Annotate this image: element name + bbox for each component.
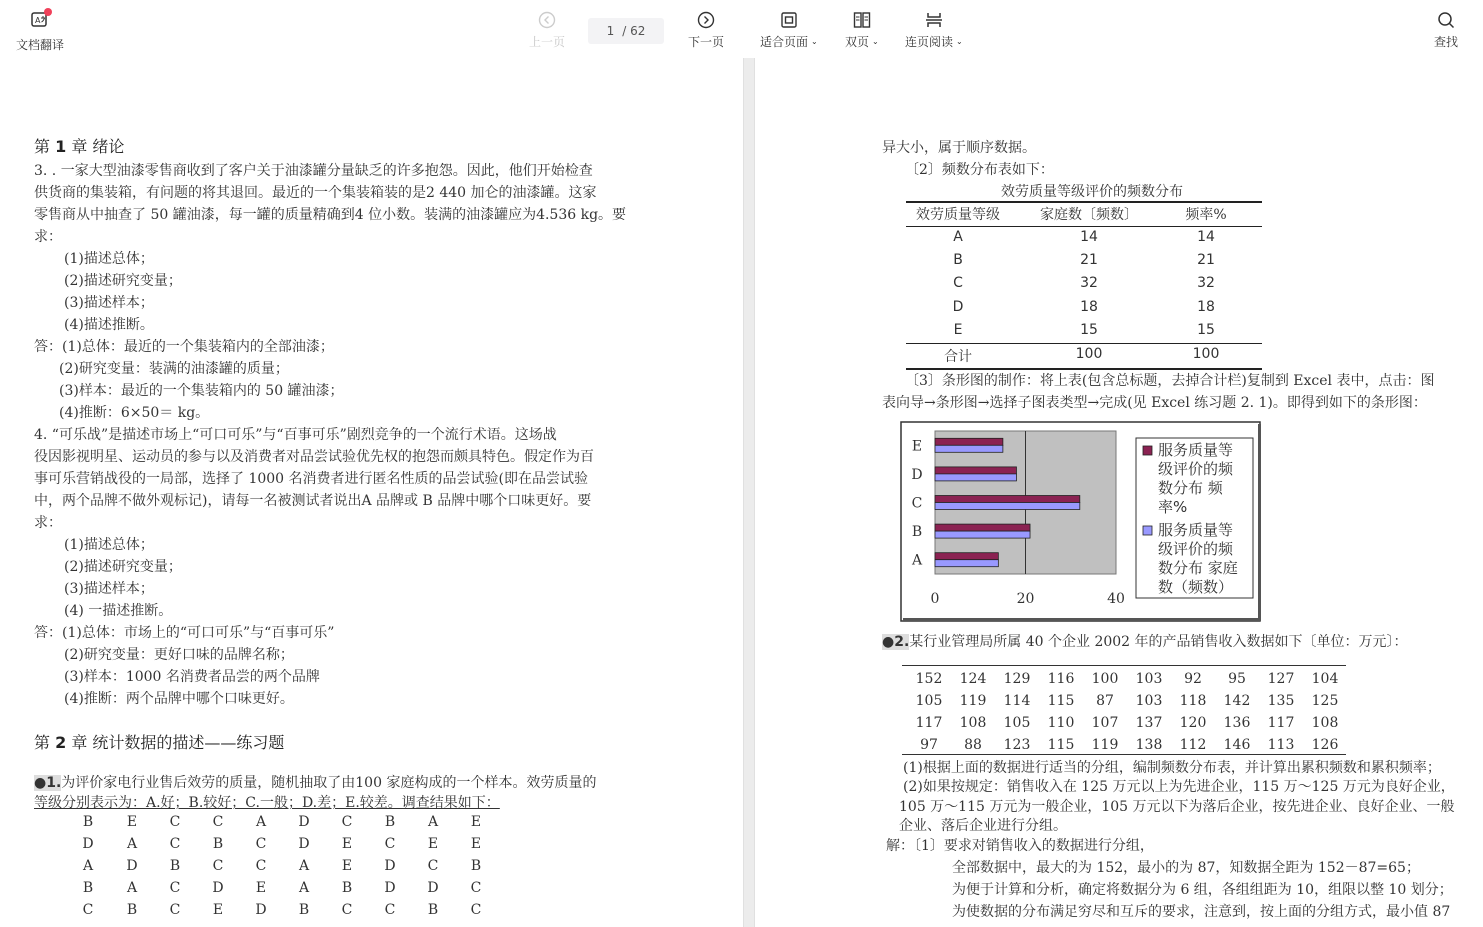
number-cell: 116 bbox=[1047, 671, 1075, 687]
grid-cell: D bbox=[212, 880, 224, 896]
grid-cell: C bbox=[470, 902, 482, 918]
number-cell: 103 bbox=[1135, 693, 1163, 709]
q4-item: (4) 一描述推断。 bbox=[64, 603, 173, 619]
legend-label: 率% bbox=[1158, 498, 1188, 516]
grid-cell: B bbox=[384, 814, 396, 830]
translate-button[interactable]: A 文档翻译 bbox=[16, 10, 64, 53]
a3-line: (2)研究变量：装满的油漆罐的质量； bbox=[59, 361, 289, 377]
q3-line: 零售商从中抽查了 50 罐油漆，每一罐的质量精确到4 位小数。装满的油漆罐应为4.536 kg。要 bbox=[34, 207, 627, 223]
page-left bbox=[0, 58, 743, 927]
number-cell: 103 bbox=[1135, 671, 1163, 687]
grid-cell: C bbox=[384, 836, 396, 852]
number-cell: 129 bbox=[1003, 671, 1031, 687]
grid-cell: D bbox=[384, 880, 396, 896]
legend-label: 数分布 家庭 bbox=[1158, 559, 1238, 577]
grid-cell: B bbox=[298, 902, 310, 918]
svg-text:A: A bbox=[35, 16, 41, 25]
bar bbox=[935, 531, 1030, 538]
a4-line: (3)样本：1000 名消费者品尝的两个品牌 bbox=[64, 669, 320, 685]
q3-item: (2)描述研究变量； bbox=[64, 273, 182, 289]
bar bbox=[935, 524, 1030, 531]
number-cell: 105 bbox=[1003, 715, 1031, 731]
chart-shadow bbox=[1258, 424, 1261, 621]
q3-item: (3)描述样本； bbox=[64, 295, 154, 311]
legend-label: 数分布 频 bbox=[1158, 479, 1223, 497]
category-label: D bbox=[911, 466, 923, 483]
grid-cell: D bbox=[126, 858, 138, 874]
next-page-button[interactable]: 下一页 bbox=[688, 10, 724, 50]
prev-page-button[interactable]: 上一页 bbox=[529, 10, 565, 50]
grid-cell: B bbox=[427, 902, 439, 918]
table-total-row: 合计 100 100 bbox=[944, 346, 1220, 365]
bar-chart bbox=[900, 421, 1262, 623]
grid-cell: E bbox=[341, 836, 353, 852]
numbers-table-bottom-rule bbox=[902, 754, 1346, 755]
continuous-reading-icon bbox=[924, 10, 944, 30]
number-cell: 124 bbox=[959, 671, 987, 687]
number-cell: 88 bbox=[964, 737, 982, 753]
legend-label: 服务质量等 bbox=[1158, 521, 1234, 539]
table-header-row: 效劳质量等级 家庭数〔频数〕 频率% bbox=[916, 207, 1227, 223]
text-line: 表向导→条形图→选择子图表类型→完成(见 Excel 练习题 2. 1)。即得到如下的条形图： bbox=[882, 395, 1427, 411]
bar bbox=[935, 474, 1016, 481]
grid-cell: E bbox=[427, 836, 439, 852]
grid-cell: B bbox=[126, 902, 138, 918]
legend-label: 级评价的频 bbox=[1158, 540, 1234, 558]
grid-cell: A bbox=[255, 814, 267, 830]
number-cell: 123 bbox=[1003, 737, 1031, 753]
number-cell: 115 bbox=[1047, 693, 1075, 709]
grid-cell: C bbox=[82, 902, 94, 918]
bar bbox=[935, 496, 1080, 503]
q4-line: 事可乐营销战役的一局部，选择了 1000 名消费者进行匿名性质的品尝试验(即在品尝试验 bbox=[34, 471, 588, 487]
number-cell: 113 bbox=[1267, 737, 1295, 753]
grid-cell: A bbox=[427, 814, 439, 830]
grid-cell: C bbox=[255, 858, 267, 874]
answer-line: 为使数据的分布满足穷尽和互斥的要求，注意到，按上面的分组方式，最小值 87 bbox=[952, 904, 1451, 920]
number-cell: 137 bbox=[1135, 715, 1163, 731]
q3-line: 求： bbox=[34, 229, 62, 245]
category-label: B bbox=[911, 524, 923, 541]
table-title: 效劳质量等级评价的频数分布 bbox=[1001, 184, 1183, 200]
chevron-down-icon: ⌄ bbox=[956, 37, 963, 46]
grid-cell: A bbox=[126, 880, 138, 896]
chevron-down-icon: ⌄ bbox=[811, 37, 818, 46]
table-row: E 15 15 bbox=[953, 321, 1215, 338]
grid-cell: B bbox=[470, 858, 482, 874]
number-cell: 138 bbox=[1135, 737, 1163, 753]
grid-cell: D bbox=[298, 814, 310, 830]
numbers-table-top-rule bbox=[902, 665, 1346, 666]
number-cell: 117 bbox=[915, 715, 943, 731]
grid-cell: D bbox=[82, 836, 94, 852]
double-page-button[interactable]: 双页 ⌄ bbox=[845, 10, 879, 50]
grid-cell: D bbox=[427, 880, 439, 896]
number-cell: 135 bbox=[1267, 693, 1295, 709]
q4-line: 役因影视明星、运动员的参与以及消费者对品尝试验优先权的抱怨而颇具特色。假定作为百 bbox=[34, 449, 594, 465]
table-row: B 21 21 bbox=[953, 252, 1215, 269]
text-line: 异大小，属于顺序数据。 bbox=[882, 140, 1036, 156]
ex1-line: 等级分别表示为：A.好；B.较好；C.一般；D.差；E.较差。调查结果如下： bbox=[34, 795, 500, 811]
bar bbox=[935, 553, 998, 560]
x-tick-label: 40 bbox=[1107, 591, 1125, 607]
page-current[interactable]: 1 bbox=[606, 24, 615, 38]
a4-line: 答：(1)总体：市场上的“可口可乐”与“百事可乐” bbox=[34, 625, 335, 641]
grid-cell: E bbox=[212, 902, 224, 918]
table-row: A 14 14 bbox=[953, 229, 1215, 245]
grid-cell: C bbox=[341, 814, 353, 830]
number-cell: 125 bbox=[1311, 693, 1339, 709]
q3-line: 供货商的集装箱，有问题的将其退回。最近的一个集装箱装的是2 440 加仑的油漆罐。这家 bbox=[34, 185, 597, 201]
search-button[interactable]: 查找 bbox=[1434, 10, 1458, 50]
number-cell: 97 bbox=[920, 737, 938, 753]
toolbar bbox=[0, 0, 1483, 58]
category-label: A bbox=[911, 552, 923, 569]
x-tick-label: 0 bbox=[930, 591, 940, 607]
number-cell: 104 bbox=[1311, 671, 1339, 687]
chart-shadow bbox=[903, 618, 1260, 621]
number-cell: 95 bbox=[1228, 671, 1246, 687]
q3-line: 3. . 一家大型油漆零售商收到了客户关于油漆罐分量缺乏的许多抱怨。因此，他们开始检查 bbox=[34, 163, 593, 179]
page-indicator[interactable] bbox=[588, 18, 664, 44]
q4-line: 求： bbox=[34, 515, 62, 531]
grid-cell: A bbox=[126, 836, 138, 852]
grid-cell: C bbox=[341, 902, 353, 918]
search-icon bbox=[1436, 10, 1456, 30]
answer-line: 为便于计算和分析，确定将数据分为 6 组，各组组距为 10，组限以整 10 划分； bbox=[952, 882, 1453, 898]
continuous-reading-button[interactable]: 连页阅读 ⌄ bbox=[905, 10, 963, 50]
table-row: C 32 32 bbox=[953, 275, 1215, 292]
notification-dot bbox=[44, 8, 52, 16]
category-label: C bbox=[911, 495, 923, 512]
a3-line: (4)推断：6×50＝ kg。 bbox=[59, 405, 210, 421]
number-cell: 136 bbox=[1223, 715, 1251, 731]
grid-cell: C bbox=[169, 836, 181, 852]
grid-cell: B bbox=[169, 858, 181, 874]
grid-cell: B bbox=[212, 836, 224, 852]
a3-line: 答：(1)总体：最近的一个集装箱内的全部油漆； bbox=[34, 339, 334, 355]
a3-line: (3)样本：最近的一个集装箱内的 50 罐油漆； bbox=[59, 383, 344, 399]
grid-cell: C bbox=[212, 814, 224, 830]
grid-cell: C bbox=[470, 880, 482, 896]
q4-item: (2)描述研究变量； bbox=[64, 559, 182, 575]
grid-cell: C bbox=[212, 858, 224, 874]
grid-cell: A bbox=[298, 880, 310, 896]
q4-line: 中，两个品牌不做外观标记)，请每一名被测试者说出A 品牌或 B 品牌中哪个口味更好。要 bbox=[34, 493, 592, 509]
grid-cell: E bbox=[126, 814, 138, 830]
chevron-left-circle-icon bbox=[537, 10, 557, 30]
number-cell: 118 bbox=[1179, 693, 1207, 709]
number-cell: 108 bbox=[1311, 715, 1339, 731]
number-cell: 126 bbox=[1311, 737, 1339, 753]
grid-cell: C bbox=[169, 902, 181, 918]
grid-cell: D bbox=[384, 858, 396, 874]
grid-cell: B bbox=[82, 814, 94, 830]
q4-item: (3)描述样本； bbox=[64, 581, 154, 597]
number-cell: 115 bbox=[1047, 737, 1075, 753]
table-row: D 18 18 bbox=[952, 298, 1215, 315]
x-tick-label: 20 bbox=[1016, 591, 1035, 607]
text-line: 〔2〕频数分布表如下： bbox=[905, 162, 1054, 178]
q3-item: (4)描述推断。 bbox=[64, 317, 154, 333]
bar bbox=[935, 438, 1003, 445]
fit-page-icon bbox=[779, 10, 799, 30]
number-cell: 114 bbox=[1003, 693, 1031, 709]
number-cell: 119 bbox=[959, 693, 987, 709]
q2-item: 105 万～115 万元为一般企业，105 万元以下为落后企业，按先进企业、良好企业、一般 bbox=[899, 799, 1455, 815]
q2-item: 企业、落后企业进行分组。 bbox=[899, 818, 1067, 834]
a4-line: (4)推断：两个品牌中哪个口味更好。 bbox=[64, 691, 294, 707]
chevron-right-circle-icon bbox=[696, 10, 716, 30]
bar bbox=[935, 467, 1016, 474]
legend-label: 级评价的频 bbox=[1158, 460, 1234, 478]
number-cell: 152 bbox=[915, 671, 943, 687]
answer-line: 解：〔1〕要求对销售收入的数据进行分组， bbox=[886, 838, 1154, 854]
grid-cell: C bbox=[427, 858, 439, 874]
number-cell: 112 bbox=[1179, 737, 1207, 753]
number-cell: 107 bbox=[1091, 715, 1119, 731]
q2-item: (1)根据上面的数据进行适当的分组，编制频数分布表，并计算出累积频数和累积频率； bbox=[903, 760, 1441, 776]
legend-swatch bbox=[1143, 446, 1152, 455]
double-page-icon bbox=[852, 10, 872, 30]
legend-label: 数（频数） bbox=[1158, 578, 1234, 596]
q4-item: (1)描述总体； bbox=[64, 537, 154, 553]
number-cell: 92 bbox=[1184, 671, 1202, 687]
legend-label: 服务质量等 bbox=[1158, 441, 1234, 459]
a4-line: (2)研究变量：更好口味的品牌名称； bbox=[64, 647, 294, 663]
q4-line: 4. “可乐战”是描述市场上“可口可乐”与“百事可乐”剧烈竞争的一个流行术语。这场战 bbox=[34, 427, 557, 443]
number-cell: 108 bbox=[959, 715, 987, 731]
number-cell: 146 bbox=[1223, 737, 1251, 753]
grid-cell: B bbox=[82, 880, 94, 896]
grid-cell: C bbox=[169, 814, 181, 830]
grid-cell: D bbox=[255, 902, 267, 918]
grid-cell: B bbox=[341, 880, 353, 896]
legend-swatch bbox=[1143, 526, 1152, 535]
grid-cell: C bbox=[169, 880, 181, 896]
grid-cell: E bbox=[470, 814, 482, 830]
chevron-down-icon: ⌄ bbox=[872, 37, 879, 46]
number-cell: 142 bbox=[1223, 693, 1251, 709]
page-total: / 62 bbox=[622, 24, 646, 38]
q2-item: (2)如果按规定：销售收入在 125 万元以上为先进企业，115 万～125 万元为良好企业， bbox=[903, 779, 1455, 795]
number-cell: 100 bbox=[1091, 671, 1119, 687]
answer-line: 全部数据中，最大的为 152，最小的为 87，知数据全距为 152－87=65； bbox=[952, 860, 1420, 876]
grid-cell: C bbox=[384, 902, 396, 918]
page-divider bbox=[743, 58, 755, 927]
grid-cell: C bbox=[255, 836, 267, 852]
bar bbox=[935, 445, 1003, 452]
category-label: E bbox=[911, 438, 923, 455]
grid-cell: A bbox=[82, 858, 94, 874]
chapter-2-title: 第 2 章 统计数据的描述——练习题 bbox=[34, 733, 285, 752]
number-cell: 87 bbox=[1096, 693, 1114, 709]
number-cell: 119 bbox=[1091, 737, 1119, 753]
number-cell: 110 bbox=[1047, 715, 1075, 731]
q3-item: (1)描述总体； bbox=[64, 251, 154, 267]
number-cell: 127 bbox=[1267, 671, 1295, 687]
number-cell: 105 bbox=[915, 693, 943, 709]
bar bbox=[935, 560, 998, 567]
page-right bbox=[755, 58, 1483, 927]
bar bbox=[935, 503, 1080, 510]
number-cell: 120 bbox=[1179, 715, 1207, 731]
grid-cell: E bbox=[341, 858, 353, 874]
grid-cell: E bbox=[470, 836, 482, 852]
chapter-1-title: 第 1 章 绪论 bbox=[34, 137, 125, 156]
grid-cell: A bbox=[298, 858, 310, 874]
text-line: 〔3〕条形图的制作：将上表(包含总标题，去掉合计栏)复制到 Excel 表中，点击：图 bbox=[905, 373, 1435, 389]
ex1-line: ●1.为评价家电行业售后效劳的质量，随机抽取了由100 家庭构成的一个样本。效劳质量的 bbox=[34, 775, 597, 791]
q2-line: ●2.某行业管理局所属 40 个企业 2002 年的产品销售收入数据如下〔单位：万元〕： bbox=[882, 634, 1408, 650]
grid-cell: E bbox=[255, 880, 267, 896]
number-cell: 117 bbox=[1267, 715, 1295, 731]
grid-cell: D bbox=[298, 836, 310, 852]
fit-page-button[interactable]: 适合页面 ⌄ bbox=[760, 10, 818, 50]
